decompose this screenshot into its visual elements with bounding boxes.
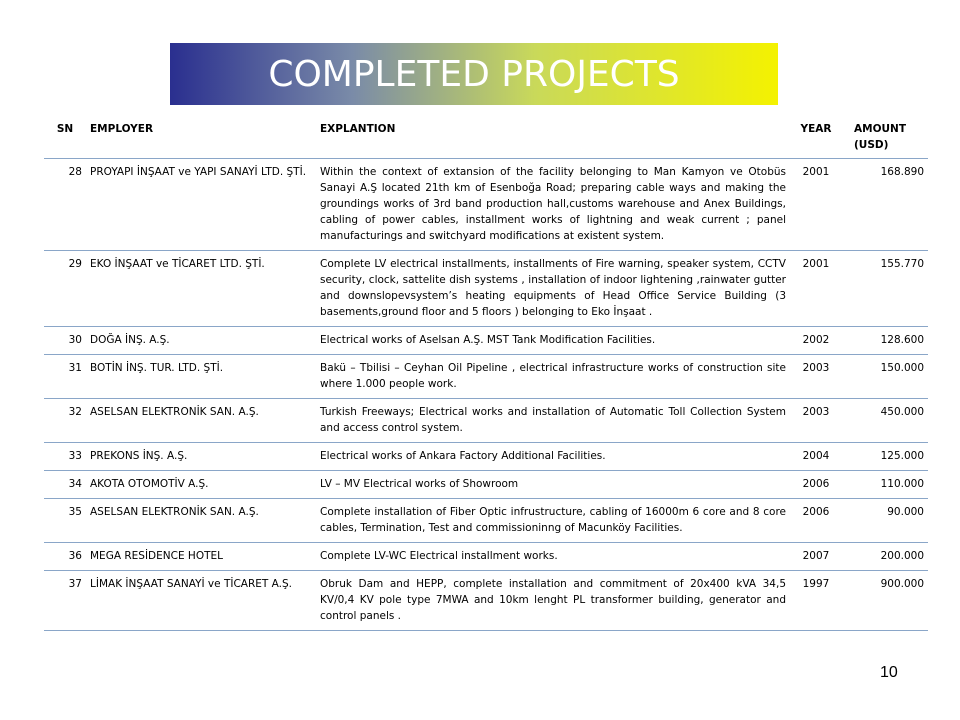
table-header-row: [44, 118, 928, 159]
table-row: [44, 159, 928, 251]
page-title: COMPLETED PROJECTS: [268, 53, 680, 95]
cell-sn: 28: [68, 166, 82, 178]
cell-employer: DOĞA İNŞ. A.Ş.: [90, 334, 170, 346]
cell-explanation: Turkish Freeways; Electrical works and installation of Automatic Toll Collection System and access control system.: [320, 406, 786, 434]
table-body: [44, 159, 928, 631]
cell-employer: EKO İNŞAAT ve TİCARET LTD. ŞTİ.: [90, 258, 265, 270]
cell-employer: ASELSAN ELEKTRONİK SAN. A.Ş.: [90, 406, 259, 418]
header-sn: SN: [56, 123, 74, 135]
cell-employer: AKOTA OTOMOTİV A.Ş.: [90, 478, 209, 490]
table-row: [44, 499, 928, 543]
table-row: [44, 543, 928, 571]
cell-explanation: Complete installation of Fiber Optic infrustructure, cabling of 16000m 6 core and 8 core cables, Termination, Test and commissioninng of Macunköy Facilities.: [320, 506, 786, 534]
header-year: YEAR: [800, 123, 832, 135]
cell-explanation: Complete LV-WC Electrical installment works.: [320, 550, 558, 562]
header-amount: AMOUNT (USD): [854, 123, 906, 151]
cell-explanation: Electrical works of Ankara Factory Additional Facilities.: [320, 450, 606, 462]
cell-year: 1997: [802, 578, 830, 590]
cell-explanation: Within the context of extansion of the facility belonging to Man Kamyon ve Otobüs Sanayi A.Ş located 21th km of Esenboğa Road; preparing cable ways and making the groundings works of 3rd band production hall,customs warehouse and Anex Buildings, cabling of power cables, installment works of lightning and weak current ; panel manufacturings and switchyard modifications at existent system.: [320, 166, 786, 242]
cell-amount: 128.600: [880, 334, 924, 346]
cell-year: 2006: [802, 478, 830, 490]
table-row: [44, 471, 928, 499]
cell-sn: 30: [68, 334, 82, 346]
cell-year: 2001: [802, 166, 830, 178]
title-banner: [170, 43, 778, 105]
cell-employer: LİMAK İNŞAAT SANAYİ ve TİCARET A.Ş.: [90, 578, 292, 590]
cell-year: 2002: [802, 334, 830, 346]
cell-employer: BOTİN İNŞ. TUR. LTD. ŞTİ.: [90, 362, 224, 374]
cell-sn: 32: [68, 406, 82, 418]
cell-amount: 125.000: [880, 450, 924, 462]
cell-employer: ASELSAN ELEKTRONİK SAN. A.Ş.: [90, 506, 259, 518]
cell-sn: 35: [68, 506, 82, 518]
table-row: [44, 355, 928, 399]
cell-employer: PREKONS İNŞ. A.Ş.: [90, 450, 188, 462]
cell-amount: 168.890: [880, 166, 924, 178]
cell-explanation: Electrical works of Aselsan A.Ş. MST Tank Modification Facilities.: [320, 334, 656, 346]
table-row: [44, 443, 928, 471]
cell-explanation: Complete LV electrical installments, installments of Fire warning, speaker system, CCTV security, clock, sattelite dish systems , installation of indoor lightening ,rainwater gutter and downslopevsystem’s heating equipments of Head Office Service Building (3 basements,ground floor and 5 floors ) belonging to Eko İnşaat .: [320, 258, 786, 318]
cell-explanation: Bakü – Tbilisi – Ceyhan Oil Pipeline , electrical infrastructure works of construction site where 1.000 people work.: [320, 362, 786, 390]
header-explanation: EXPLANTION: [320, 123, 396, 135]
header-employer: EMPLOYER: [90, 123, 154, 135]
table-row: [44, 399, 928, 443]
cell-sn: 29: [68, 258, 82, 270]
cell-employer: PROYAPI İNŞAAT ve YAPI SANAYİ LTD. ŞTİ.: [90, 166, 307, 178]
cell-amount: 200.000: [880, 550, 924, 562]
cell-year: 2001: [802, 258, 830, 270]
cell-year: 2003: [802, 362, 830, 374]
cell-year: 2003: [802, 406, 830, 418]
cell-sn: 33: [68, 450, 82, 462]
cell-explanation: LV – MV Electrical works of Showroom: [320, 478, 519, 490]
cell-explanation: Obruk Dam and HEPP, complete installation and commitment of 20x400 kVA 34,5 KV/0,4 KV pole type 7MWA and 10km lenght PL transformer building, generator and control panels .: [320, 578, 786, 622]
cell-employer: MEGA RESİDENCE HOTEL: [90, 550, 223, 562]
cell-sn: 36: [68, 550, 82, 562]
table-row: [44, 571, 928, 631]
cell-year: 2006: [802, 506, 830, 518]
cell-sn: 37: [68, 578, 82, 590]
projects-table: [44, 118, 928, 631]
table-row: [44, 251, 928, 327]
cell-year: 2004: [802, 450, 830, 462]
cell-amount: 150.000: [880, 362, 924, 374]
cell-amount: 900.000: [880, 578, 924, 590]
cell-amount: 155.770: [880, 258, 924, 270]
cell-year: 2007: [802, 550, 830, 562]
cell-sn: 34: [68, 478, 82, 490]
cell-amount: 450.000: [880, 406, 924, 418]
page-number: 10: [880, 664, 898, 681]
table-row: [44, 327, 928, 355]
cell-amount: 90.000: [887, 506, 924, 518]
cell-sn: 31: [68, 362, 82, 374]
cell-amount: 110.000: [880, 478, 924, 490]
